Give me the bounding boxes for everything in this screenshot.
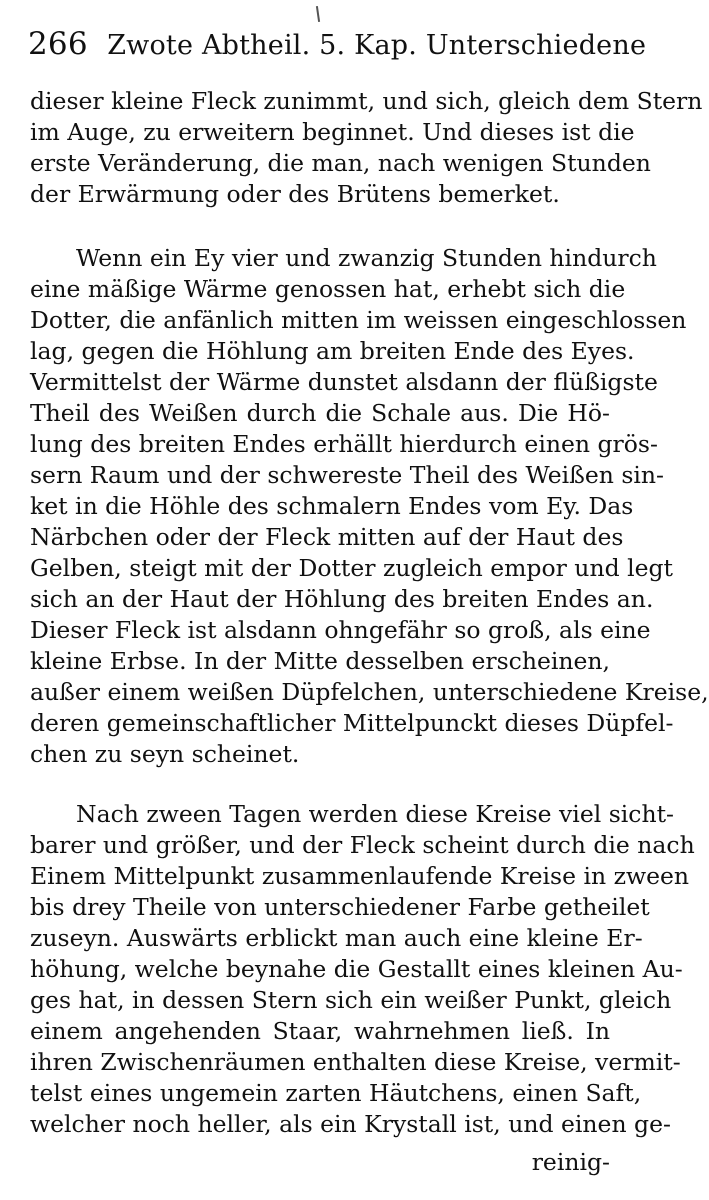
- catchword: reinig-: [531, 1148, 610, 1176]
- text-line: Dotter, die anfänlich mitten im weissen eingeschlossen: [30, 306, 687, 334]
- page-header: [28, 22, 647, 66]
- text-line: barer und größer, und der Fleck scheint durch die nach: [30, 831, 695, 859]
- text-line: ihren Zwischenräumen enthalten diese Kreise, vermit-: [30, 1048, 681, 1076]
- running-head: Zwote Abtheil. 5. Kap. Unterschiedene: [107, 30, 647, 61]
- text-line: telst eines ungemein zarten Häutchens, einen Saft,: [30, 1079, 642, 1107]
- text-line: Wenn ein Ey vier und zwanzig Stunden hindurch: [76, 244, 657, 272]
- text-line: dieser kleine Fleck zunimmt, und sich, gleich dem Stern: [30, 87, 703, 115]
- text-line: ket in die Höhle des schmalern Endes vom Ey. Das: [30, 492, 634, 520]
- text-line: der Erwärmung oder des Brütens bemerket.: [30, 180, 560, 208]
- text-line: Vermittelst der Wärme dunstet alsdann der flüßigste: [30, 368, 658, 396]
- text-line: erste Veränderung, die man, nach wenigen Stunden: [30, 149, 651, 177]
- text-line: im Auge, zu erweitern beginnet. Und dieses ist die: [30, 118, 635, 146]
- text-line: lag, gegen die Höhlung am breiten Ende des Eyes.: [30, 337, 635, 365]
- text-line: Gelben, steigt mit der Dotter zugleich empor und legt: [30, 554, 674, 582]
- text-line: bis drey Theile von unterschiedener Farbe getheilet: [30, 893, 650, 921]
- text-line: Einem Mittelpunkt zusammenlaufende Kreise in zween: [30, 862, 690, 890]
- text-line: Theil des Weißen durch die Schale aus. Die Hö-: [30, 399, 610, 427]
- paragraph-3: [30, 799, 695, 1140]
- text-line: lung des breiten Endes erhällt hierdurch einen grös-: [30, 430, 658, 458]
- paragraph-1: [30, 86, 703, 210]
- text-line: eine mäßige Wärme genossen hat, erhebt sich die: [30, 275, 626, 303]
- page-number: 266: [28, 26, 88, 62]
- text-line: welcher noch heller, als ein Krystall ist, und einen ge-: [30, 1110, 671, 1138]
- catchword-line: [30, 1147, 610, 1178]
- text-line: kleine Erbse. In der Mitte desselben erscheinen,: [30, 647, 611, 675]
- margin-mark: [316, 6, 320, 22]
- text-line: zuseyn. Auswärts erblickt man auch eine kleine Er-: [30, 924, 643, 952]
- text-line: Dieser Fleck ist alsdann ohngefähr so groß, als eine: [30, 616, 651, 644]
- text-line: sich an der Haut der Höhlung des breiten Endes an.: [30, 585, 654, 613]
- text-line: chen zu seyn scheinet.: [30, 740, 300, 768]
- text-line: höhung, welche beynahe die Gestallt eines kleinen Au-: [30, 955, 683, 983]
- text-line: deren gemeinschaftlicher Mittelpunckt dieses Düpfel-: [30, 709, 674, 737]
- paragraph-2: [30, 243, 709, 770]
- text-line: Närbchen oder der Fleck mitten auf der Haut des: [30, 523, 624, 551]
- text-line: einem angehenden Staar, wahrnehmen ließ. In: [30, 1017, 610, 1045]
- text-line: außer einem weißen Düpfelchen, unterschiedene Kreise,: [30, 678, 709, 706]
- text-line: Nach zween Tagen werden diese Kreise viel sicht-: [76, 800, 674, 828]
- text-line: ges hat, in dessen Stern sich ein weißer Punkt, gleich: [30, 986, 672, 1014]
- text-line: sern Raum und der schwereste Theil des Weißen sin-: [30, 461, 664, 489]
